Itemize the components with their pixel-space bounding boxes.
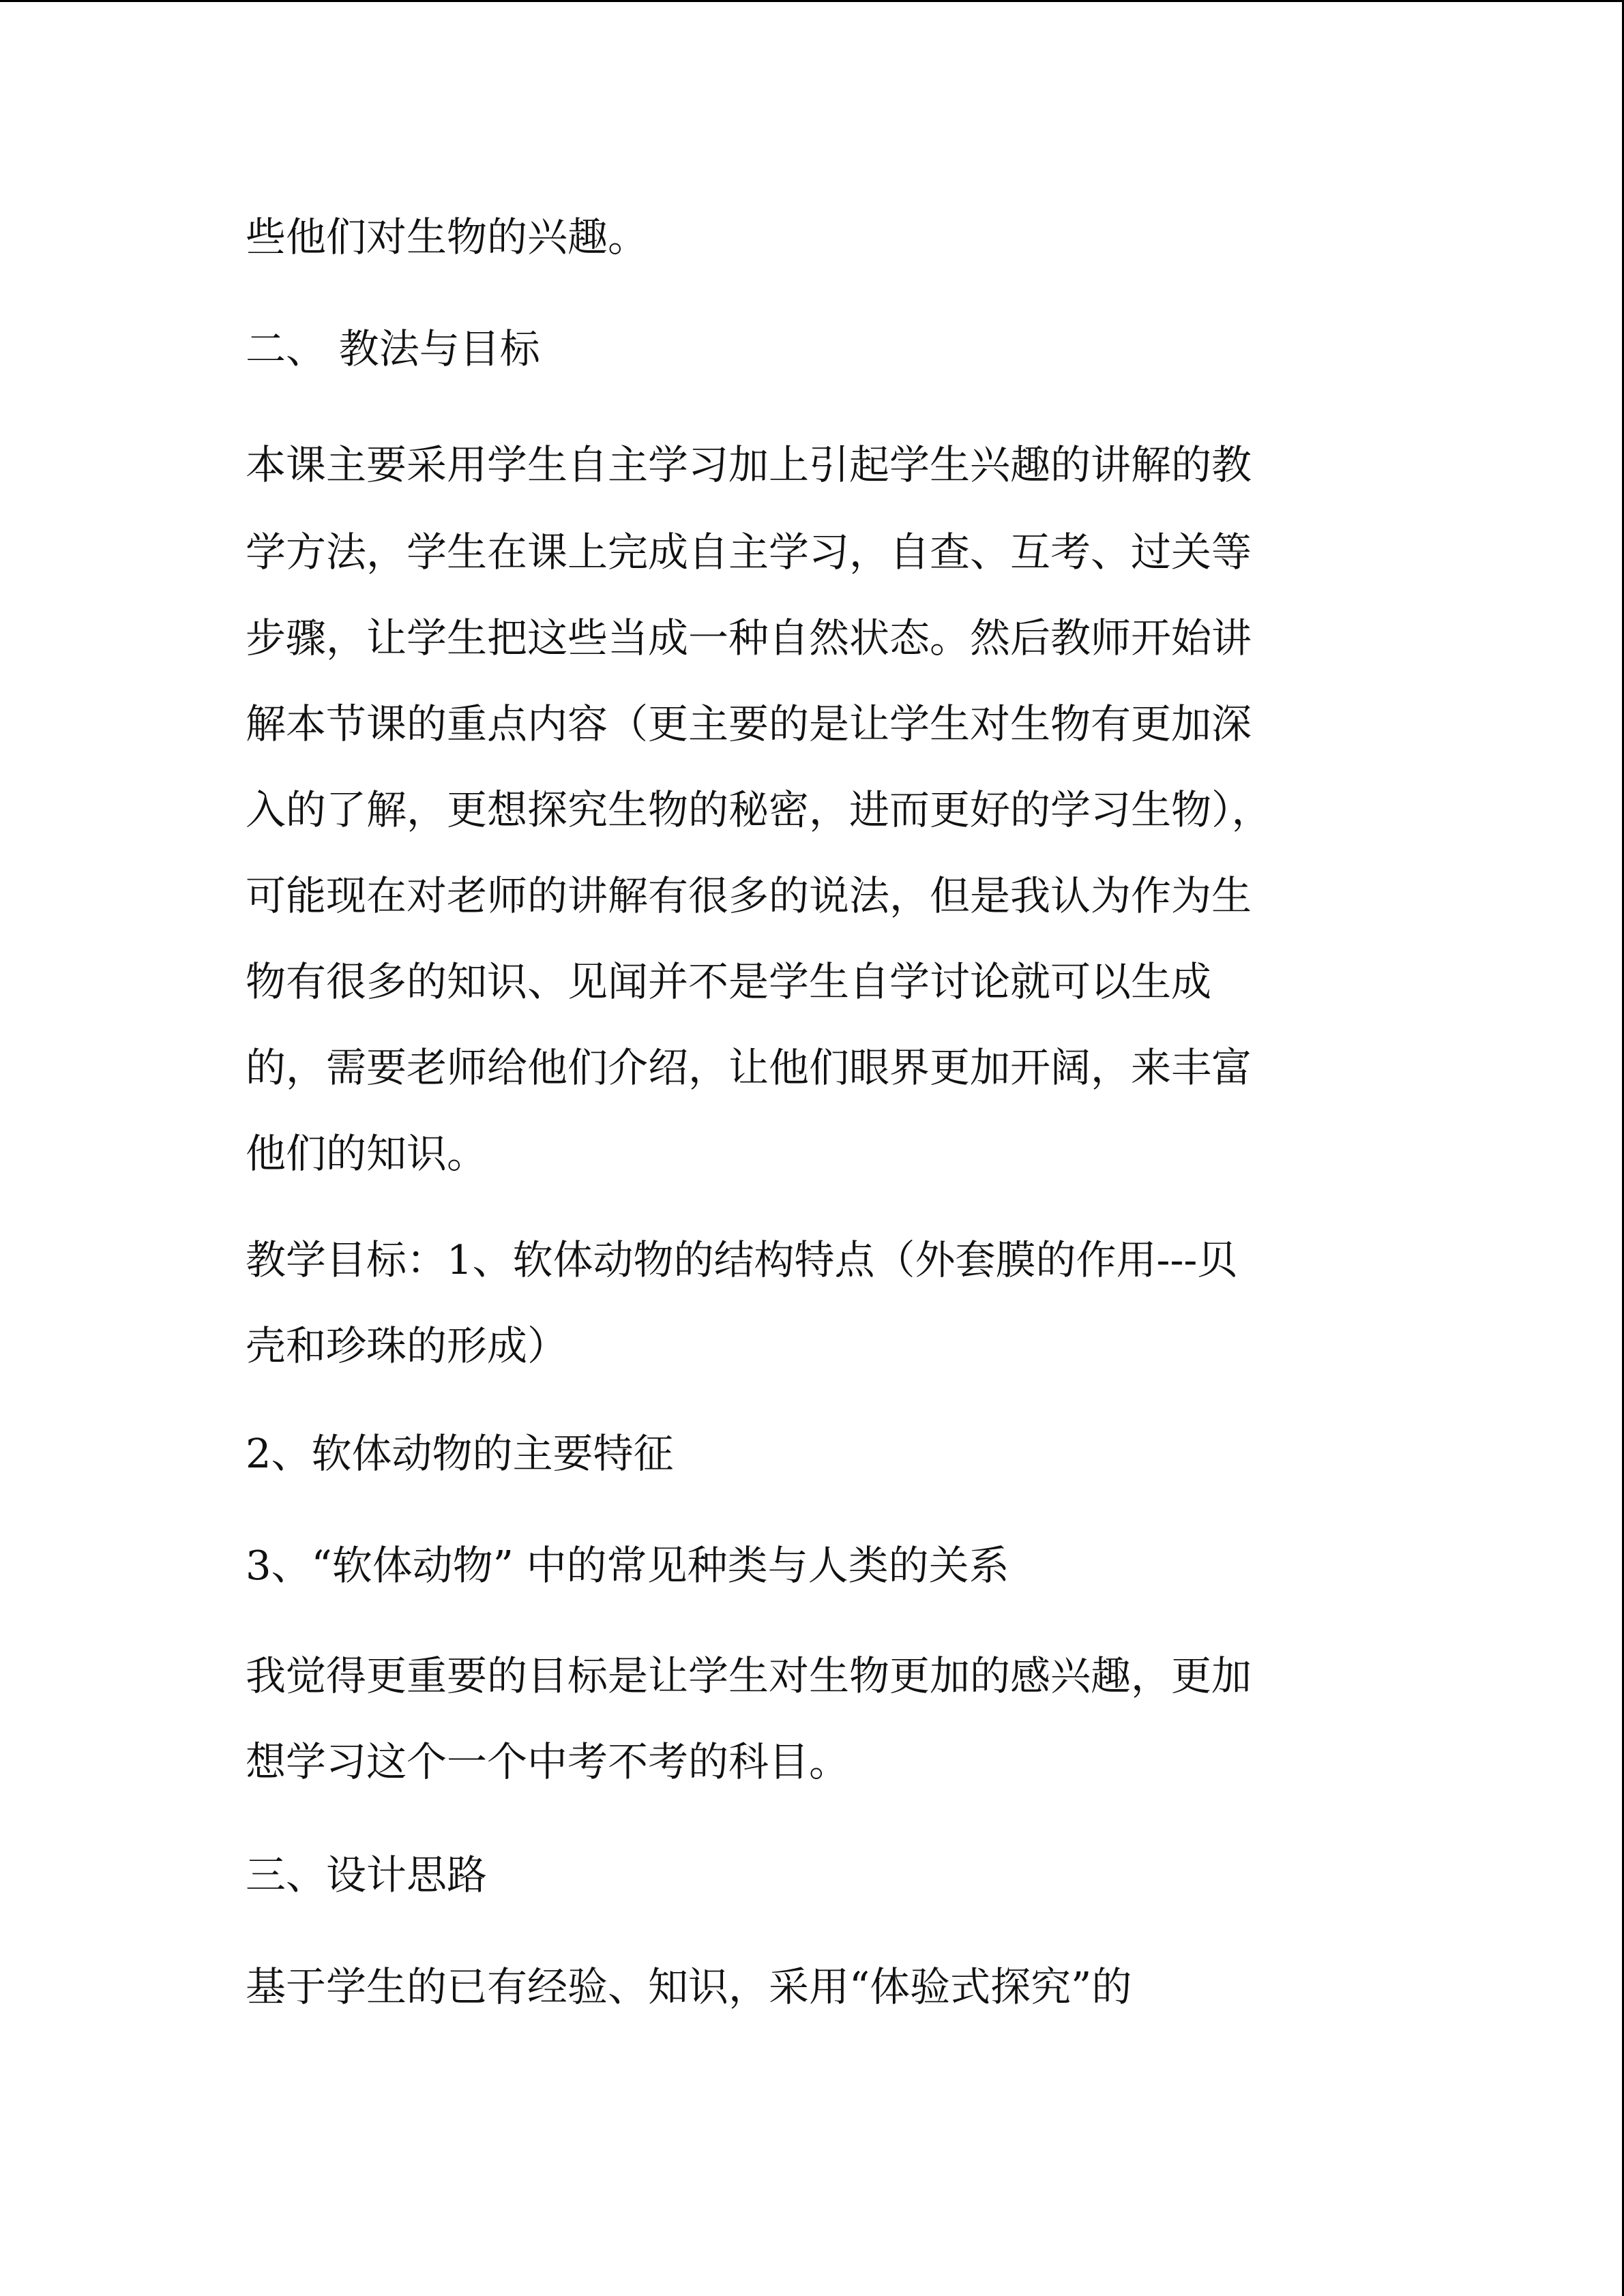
text-line: 学方法，学生在课上完成自主学习，自查、互考、过关等: [246, 528, 1252, 576]
text-line: 的，需要老师给他们介绍，让他们眼界更加开阔，来丰富: [246, 1044, 1252, 1091]
text-line: 2、软体动物的主要特征: [246, 1430, 674, 1477]
text-line: 3、“软体动物” 中的常见种类与人类的关系: [246, 1542, 1009, 1589]
text-line: 解本节课的重点内容（更主要的是让学生对生物有更加深: [246, 700, 1252, 747]
text-line: 入的了解，更想探究生物的秘密，进而更好的学习生物），: [246, 786, 1272, 833]
text-line: 些他们对生物的兴趣。: [246, 213, 649, 260]
text-line: 可能现在对老师的讲解有很多的说法，但是我认为作为生: [246, 872, 1252, 919]
section-heading: 三、设计思路: [246, 1851, 488, 1898]
text-line: 他们的知识。: [246, 1130, 488, 1177]
text-line: 本课主要采用学生自主学习加上引起学生兴趣的讲解的教: [246, 441, 1252, 488]
page-border-top: [0, 0, 1624, 2]
text-line: 壳和珍珠的形成）: [246, 1322, 568, 1369]
text-line: 想学习这个一个中考不考的科目。: [246, 1738, 850, 1785]
text-line: 我觉得更重要的目标是让学生对生物更加的感兴趣，更加: [246, 1652, 1252, 1699]
text-line: 步骤，让学生把这些当成一种自然状态。然后教师开始讲: [246, 614, 1252, 661]
text-line: 教学目标：1、软体动物的结构特点（外套膜的作用---贝: [246, 1236, 1238, 1283]
section-heading: 二、 教法与目标: [246, 325, 540, 372]
text-line: 物有很多的知识、见闻并不是学生自学讨论就可以生成: [246, 958, 1212, 1005]
text-line: 基于学生的已有经验、知识，采用“体验式探究”的: [246, 1963, 1132, 2010]
